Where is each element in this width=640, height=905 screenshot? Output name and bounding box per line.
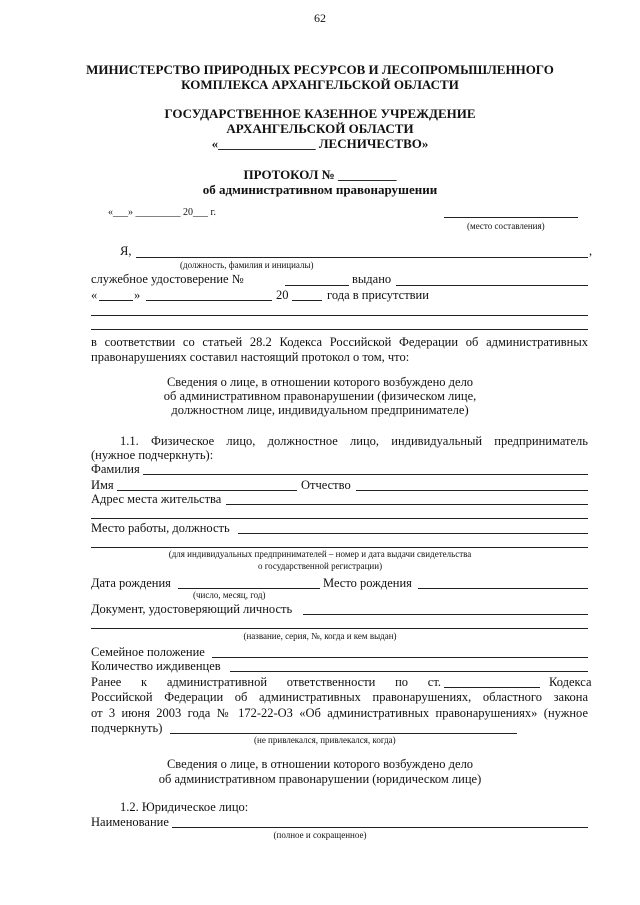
item-1-1-line-1: 1.1. Физическое лицо, должностное лицо, индивидуальный предприниматель bbox=[120, 434, 588, 448]
position-field-line bbox=[136, 257, 588, 258]
address-label: Адрес места жительства bbox=[91, 492, 222, 506]
prior-line-2: Российской Федерации об административных правонарушениях, областного закона bbox=[91, 690, 588, 704]
protocol-date-field: «___» _________ 20___ г. bbox=[108, 207, 216, 218]
surname-label: Фамилия bbox=[91, 462, 140, 476]
institution-line-2: АРХАНГЕЛЬСКОЙ ОБЛАСТИ bbox=[226, 121, 414, 136]
position-hint: (должность, фамилия и инициалы) bbox=[180, 260, 314, 270]
ministry-line-1: МИНИСТЕРСТВО ПРИРОДНЫХ РЕСУРСОВ И ЛЕСОПРОМЫШЛЕННОГО bbox=[86, 62, 554, 77]
id-document-line bbox=[303, 614, 588, 615]
address-line bbox=[226, 504, 588, 505]
day-line bbox=[99, 300, 133, 301]
certificate-label: служебное удостоверение № bbox=[91, 272, 244, 286]
birth-place-label: Место рождения bbox=[323, 576, 412, 590]
legal-paragraph-line-2: правонарушениях составил настоящий протокол о том, что: bbox=[91, 350, 410, 364]
workplace-line-2 bbox=[91, 547, 588, 548]
birth-date-hint: (число, месяц, год) bbox=[193, 590, 266, 600]
workplace-line bbox=[238, 533, 588, 534]
issued-by-line bbox=[396, 285, 588, 286]
patronymic-label: Отчество bbox=[301, 478, 351, 492]
ya-label: Я, bbox=[120, 244, 132, 258]
legal-paragraph-line-1: в соответствии со статьей 28.2 Кодекса Российской Федерации об административных bbox=[91, 335, 588, 349]
prior-line-1: Ранее к административной ответственности по ст. bbox=[91, 675, 441, 689]
person-section-title-3: должностном лице, индивидуальном предпринимателе) bbox=[171, 403, 469, 417]
item-1-1-line-2: (нужное подчеркнуть): bbox=[91, 448, 214, 462]
institution-line-1: ГОСУДАРСТВЕННОЕ КАЗЕННОЕ УЧРЕЖДЕНИЕ bbox=[164, 106, 476, 121]
surname-line bbox=[143, 474, 588, 475]
dependents-label: Количество иждивенцев bbox=[91, 659, 221, 673]
certificate-number-line bbox=[285, 285, 349, 286]
entrepreneur-hint-1: (для индивидуальных предпринимателей – номер и дата выдачи свидетельства bbox=[168, 549, 472, 559]
entrepreneur-hint-2: о государственной регистрации) bbox=[257, 561, 383, 571]
person-section-title-1: Сведения о лице, в отношении которого возбуждено дело bbox=[166, 375, 474, 389]
prior-article-line bbox=[444, 687, 540, 688]
naming-hint: (полное и сокращенное) bbox=[273, 830, 367, 840]
place-field-line bbox=[444, 217, 578, 218]
birth-date-label: Дата рождения bbox=[91, 576, 171, 590]
quote-close: » bbox=[134, 288, 141, 302]
prior-line bbox=[170, 733, 517, 734]
prior-line-1-code: Кодекса bbox=[549, 675, 592, 689]
person-section-title-2: об административном правонарушении (физическом лице, bbox=[163, 389, 477, 403]
presence-label: года в присутствии bbox=[327, 288, 429, 302]
workplace-label: Место работы, должность bbox=[91, 521, 230, 535]
year-line bbox=[292, 300, 322, 301]
page-number: 62 bbox=[314, 11, 326, 25]
id-document-line-2 bbox=[91, 628, 588, 629]
year-prefix: 20 bbox=[276, 288, 289, 302]
naming-label: Наименование bbox=[91, 815, 169, 829]
name-line bbox=[117, 490, 297, 491]
entity-section-title-1: Сведения о лице, в отношении которого возбуждено дело bbox=[166, 757, 474, 771]
prior-line-3: от 3 июня 2003 года № 172-22-ОЗ «Об административных правонарушениях» (нужное bbox=[91, 706, 588, 720]
institution-line-3: «_______________ ЛЕСНИЧЕСТВО» bbox=[211, 136, 429, 151]
entity-section-title-2: об административном правонарушении (юридическом лице) bbox=[158, 772, 482, 786]
naming-line bbox=[172, 827, 588, 828]
name-label: Имя bbox=[91, 478, 114, 492]
marital-line bbox=[212, 657, 588, 658]
quote-open: « bbox=[91, 288, 98, 302]
id-document-hint: (название, серия, №, когда и кем выдан) bbox=[243, 631, 397, 641]
ministry-line-2: КОМПЛЕКСА АРХАНГЕЛЬСКОЙ ОБЛАСТИ bbox=[181, 77, 459, 92]
month-line bbox=[146, 300, 272, 301]
dependents-line bbox=[230, 671, 588, 672]
protocol-subtitle: об административном правонарушении bbox=[202, 182, 438, 197]
protocol-title: ПРОТОКОЛ № _________ bbox=[243, 167, 397, 182]
id-document-label: Документ, удостоверяющий личность bbox=[91, 602, 293, 616]
marital-label: Семейное положение bbox=[91, 645, 205, 659]
item-1-2: 1.2. Юридическое лицо: bbox=[120, 800, 249, 814]
birth-date-line bbox=[178, 588, 320, 589]
patronymic-line bbox=[356, 490, 588, 491]
address-line-2 bbox=[91, 518, 588, 519]
birth-place-line bbox=[418, 588, 588, 589]
presence-line-1 bbox=[91, 315, 588, 316]
place-hint: (место составления) bbox=[467, 221, 545, 231]
prior-line-4: подчеркнуть) bbox=[91, 721, 163, 735]
comma: , bbox=[589, 244, 593, 258]
presence-line-2 bbox=[91, 329, 588, 330]
prior-hint: (не привлекался, привлекался, когда) bbox=[254, 735, 396, 745]
issued-label: выдано bbox=[352, 272, 392, 286]
